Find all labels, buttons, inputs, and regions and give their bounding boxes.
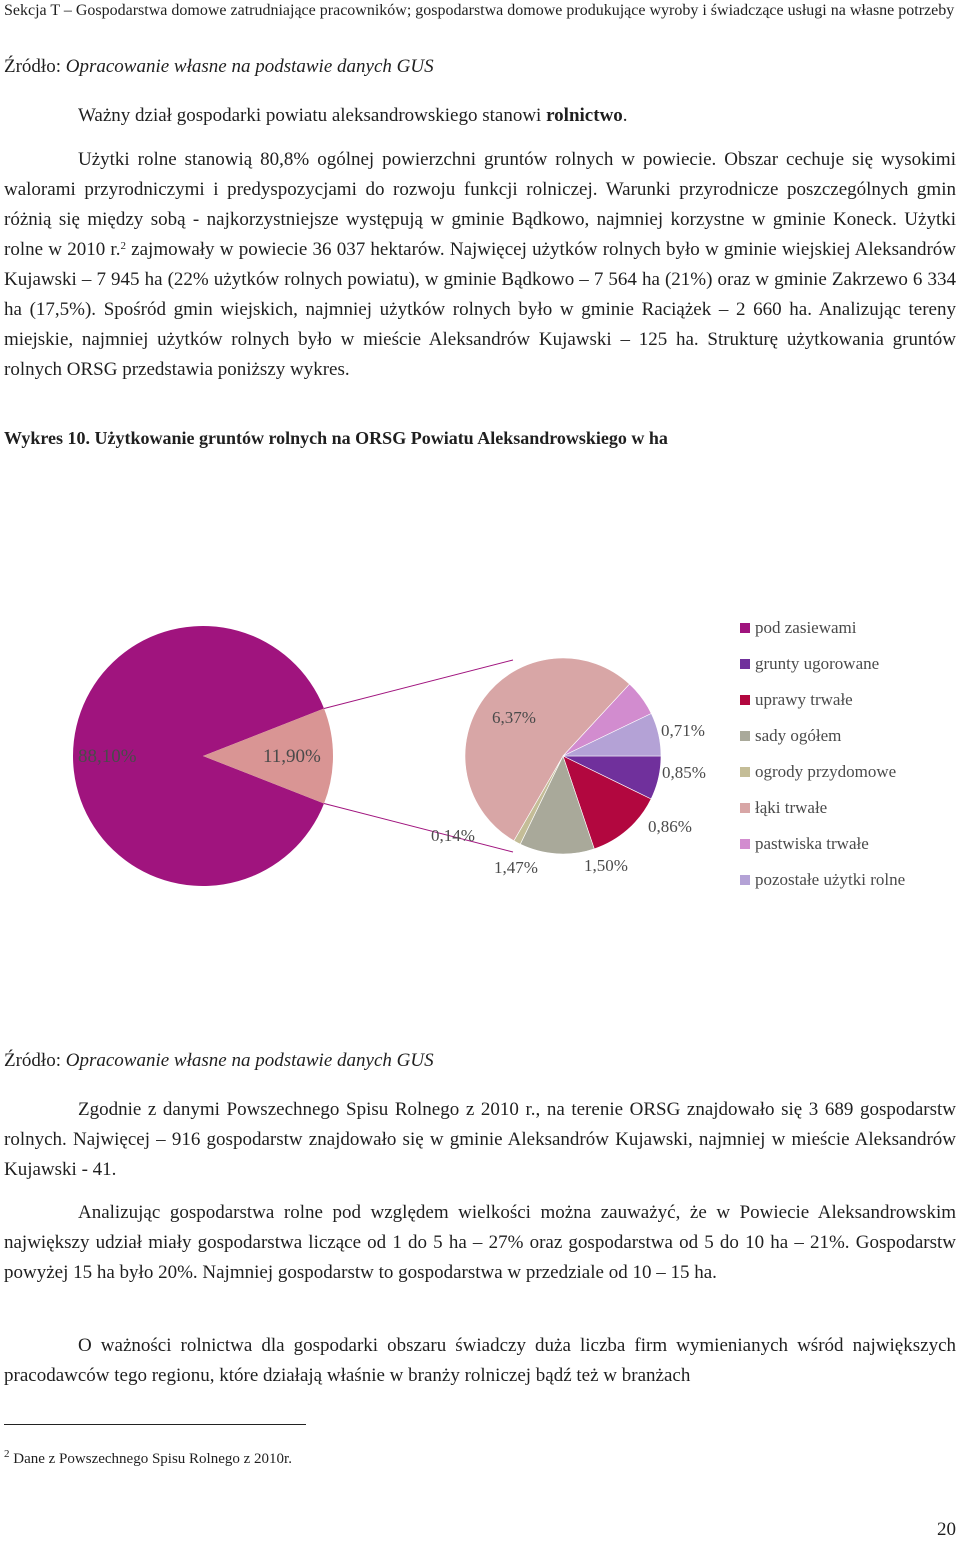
paragraph-agricultural-land — [4, 145, 956, 385]
paragraph-employers: O ważności rolnictwa dla gospodarki obszaru świadczy duża liczba firm wymienianych wśród największych pracodawców tego regionu, które działają właśnie w branży rolniczej bądź też w branżach — [4, 1335, 956, 1386]
footnote-ref[interactable]: 2 — [120, 240, 126, 252]
source-note-bottom — [4, 1048, 956, 1074]
main-pie-label-1: 11,90% — [263, 746, 321, 767]
source-prefix: Źródło: — [4, 1050, 66, 1071]
main-pie-label-0: 88,10% — [78, 746, 137, 767]
sub-pie-label-4: 0,14% — [431, 826, 475, 845]
footnote-divider — [4, 1424, 306, 1425]
page-header: Sekcja T – Gospodarstwa domowe zatrudniające pracowników; gospodarstwa domowe produkujące wyroby i świadczące usługi na własne potrzeby — [4, 2, 955, 19]
sub-pie-label-3: 1,47% — [494, 858, 538, 877]
sub-pie-label-6: 0,71% — [661, 721, 705, 740]
legend-label-2: uprawy trwałe — [755, 690, 853, 709]
paragraph-farms-count: Zgodnie z danymi Powszechnego Spisu Rolnego z 2010 r., na terenie ORSG znajdowało się 3 689 gospodarstw rolnych. Najwięcej – 916 gospodarstw znajdowało się w gminie Aleksandrów Kujawski, najmniej w mieście Aleksandrów Kujawski - 41. — [4, 1099, 956, 1180]
paragraph-agriculture-intro — [4, 101, 956, 131]
legend-label-0: pod zasiewami — [755, 618, 857, 637]
source-italic: Opracowanie własne na podstawie danych GUS — [65, 56, 434, 77]
footnote-number: 2 — [4, 1448, 10, 1460]
legend-label-6: pastwiska trwałe — [755, 834, 869, 853]
legend-swatch-0 — [740, 623, 750, 633]
footnote — [4, 1449, 292, 1469]
legend-label-7: pozostałe użytki rolne — [755, 870, 906, 889]
para1-text: Ważny dział gospodarki powiatu aleksandrowskiego stanowi — [78, 105, 547, 126]
para1-bold: rolnictwo — [546, 105, 623, 126]
page-number: 20 — [937, 1519, 956, 1540]
land-use-pie-chart — [0, 560, 960, 930]
legend-swatch-5 — [740, 803, 750, 813]
source-prefix: Źródło: — [4, 56, 66, 77]
legend-swatch-4 — [740, 767, 750, 777]
para1-end: . — [622, 105, 628, 126]
source-note-top — [4, 54, 956, 80]
legend-swatch-6 — [740, 839, 750, 849]
sub-pie-label-7: 0,85% — [662, 763, 706, 782]
sub-pie-label-2: 1,50% — [584, 856, 628, 875]
sub-pie-label-1: 0,86% — [648, 817, 692, 836]
legend-label-1: grunty ugorowane — [755, 654, 880, 673]
legend-label-4: ogrody przydomowe — [755, 762, 897, 781]
legend-swatch-1 — [740, 659, 750, 669]
legend-label-5: łąki trwałe — [755, 798, 828, 817]
source-italic: Opracowanie własne na podstawie danych GUS — [65, 1050, 434, 1071]
footnote-text: Dane z Powszechnego Spisu Rolnego z 2010r. — [9, 1451, 292, 1467]
paragraph-farm-size: Analizując gospodarstwa rolne pod względem wielkości można zauważyć, że w Powiecie Aleksandrowskim największy udział miały gospodarstwa liczące od 1 do 5 ha – 27% oraz gospodarstwa od 5 do 10 ha – 21%. Gospodarstw powyżej 15 ha było 20%. Najmniej gospodarstw to gospodarstwa w przedziale od 10 – 15 ha. — [4, 1202, 956, 1283]
para2-after: zajmowały w powiecie 36 037 hektarów. Najwięcej użytków rolnych było w gminie wiejskiej Aleksandrów Kujawski – 7 945 ha (22% użytków rolnych powiatu), w gminie Bądkowo – 7 564 ha (21%) oraz w gminie Zakrzewo 6 334 ha (17,5%). Spośród gmin wiejskich, najmniej użytków rolnych było w gminie Raciążek – 2 660 ha. Analizując tereny miejskie, najmniej użytków rolnych było w mieście Aleksandrów Kujawski – 125 ha. Strukturę użytkowania gruntów rolnych ORSG przedstawia poniższy wykres. — [4, 239, 956, 380]
legend-swatch-7 — [740, 875, 750, 885]
legend-label-3: sady ogółem — [755, 726, 842, 745]
para2-before: Użytki rolne stanowią 80,8% ogólnej powierzchni gruntów rolnych w powiecie. Obszar cechuje się wysokimi walorami przyrodniczymi i predyspozycjami do rozwoju funkcji rolniczej. Warunki przyrodnicze poszczególnych gmin różnią się między sobą - najkorzystniejsze występują w gminie Bądkowo, najmniej korzystne w gminie Koneck. Użytki rolne w 2010 r. — [4, 149, 956, 260]
sub-pie-label-5: 6,37% — [492, 708, 536, 727]
legend-swatch-2 — [740, 695, 750, 705]
legend-swatch-3 — [740, 731, 750, 741]
figure-title: Wykres 10. Użytkowanie gruntów rolnych na ORSG Powiatu Aleksandrowskiego w ha — [4, 428, 668, 448]
